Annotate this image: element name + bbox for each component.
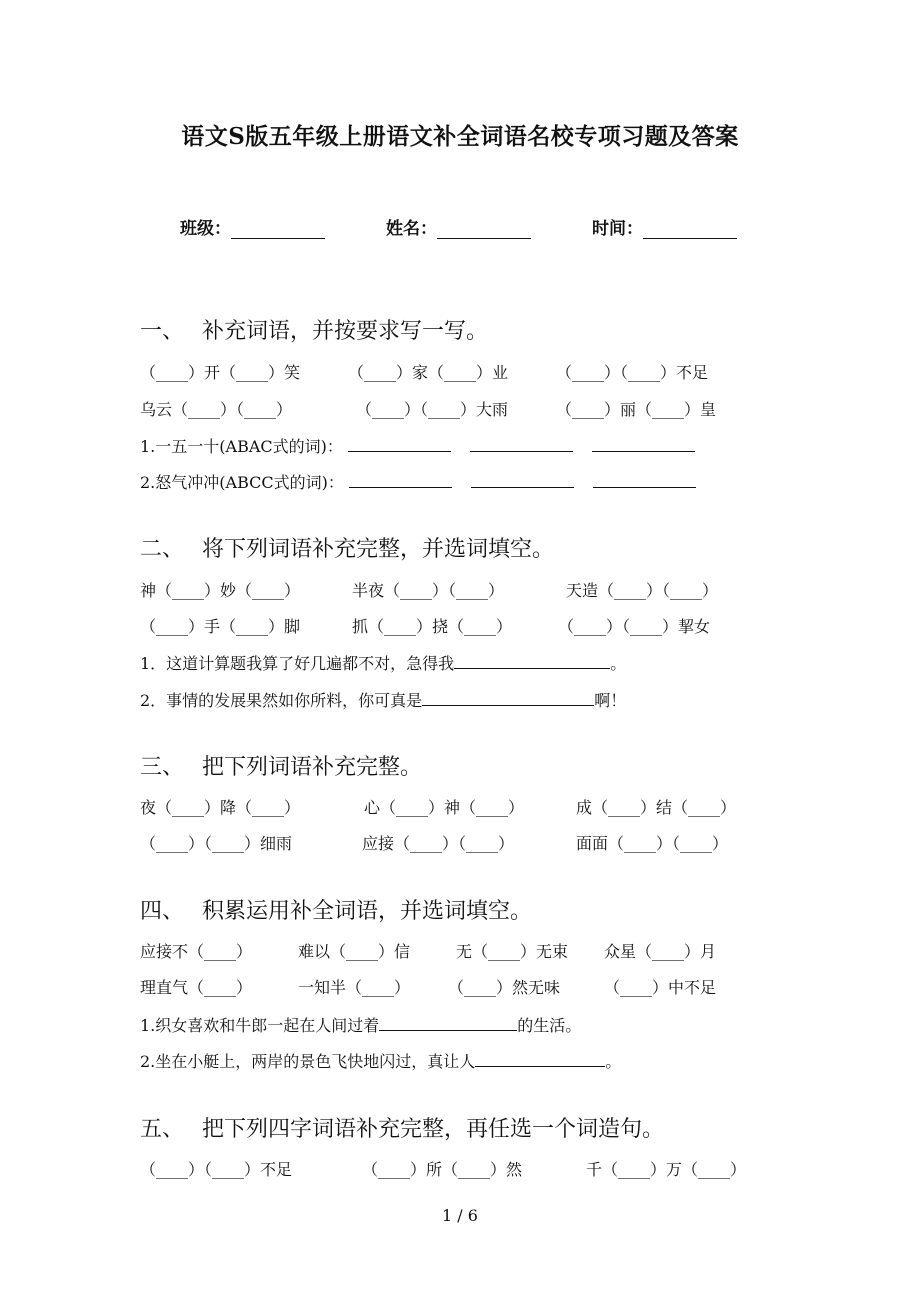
word-group: 乌云（____）（____） (140, 400, 293, 419)
page-number: 1 / 6 (442, 1206, 478, 1225)
word-group: （____）然无味 (448, 978, 561, 997)
word-group: 抓（____）挠（____） (352, 617, 513, 636)
word-group: 神（____）妙（____） (140, 581, 301, 600)
section-number: 五、 (140, 1117, 185, 1142)
word-group: （____）所（____）然 (362, 1160, 523, 1179)
question-1 (140, 1013, 581, 1036)
word-group: 应接（____）（____） (362, 834, 515, 853)
question-end: 啊！ (594, 691, 627, 710)
word-group: （____）中不足 (604, 978, 717, 997)
word-group: 应接不（____） (140, 942, 253, 961)
section-number: 二、 (140, 537, 185, 562)
section-title: 把下列四字词语补充完整，再任选一个词造句。 (202, 1117, 665, 1142)
word-group: 天造（____）（____） (566, 581, 719, 600)
name-field (386, 214, 531, 239)
question-end: 的生活。 (517, 1016, 582, 1035)
section-title: 积累运用补全词语，并选词填空。 (202, 899, 533, 924)
question-1 (140, 651, 626, 674)
word-group: 千（____）万（____） (586, 1160, 747, 1179)
word-group: （____）家（____）业 (348, 363, 509, 382)
word-group: 面面（____）（____） (576, 834, 729, 853)
word-group: 无（____）无束 (456, 942, 569, 961)
question-text: 2.怒气冲冲(ABCC式的词)： (140, 473, 344, 492)
word-group: （____）（____）细雨 (140, 834, 293, 853)
question-text: 1.一五一十(ABAC式的词)： (140, 437, 343, 456)
section-title: 将下列词语补充完整，并选词填空。 (202, 537, 555, 562)
class-blank[interactable] (231, 224, 325, 239)
section-number: 一、 (140, 319, 185, 344)
question-end: 。 (610, 654, 627, 673)
word-group: （____）开（____）笑 (140, 363, 301, 382)
question-text: 2．事情的发展果然如你所料，你可真是 (140, 691, 423, 710)
word-group: （____）（____）挈女 (558, 617, 711, 636)
question-2 (140, 1049, 621, 1072)
section-title: 把下列词语补充完整。 (202, 755, 423, 780)
section-number: 三、 (140, 755, 185, 780)
question-end: 。 (605, 1052, 622, 1071)
word-group: （____）（____）不足 (140, 1160, 293, 1179)
section-1-heading (140, 314, 488, 345)
class-field (180, 214, 325, 239)
question-1 (140, 434, 695, 457)
time-field (592, 214, 737, 239)
answer-blank[interactable] (454, 654, 610, 669)
word-group: （____）（____）大雨 (356, 400, 509, 419)
word-group: 众星（____）月 (604, 942, 717, 961)
section-4-heading (140, 894, 532, 925)
word-group: （____）（____）不足 (556, 363, 709, 382)
word-group: 半夜（____）（____） (352, 581, 505, 600)
answer-blank[interactable] (422, 691, 594, 706)
name-blank[interactable] (437, 224, 531, 239)
page-title: 语文S版五年级上册语文补全词语名校专项习题及答案 (181, 123, 739, 150)
time-blank[interactable] (643, 224, 737, 239)
answer-blank[interactable] (593, 473, 696, 488)
word-group: （____）手（____）脚 (140, 617, 301, 636)
question-text: 2.坐在小艇上，两岸的景色飞快地闪过，真让人 (140, 1052, 476, 1071)
answer-blank[interactable] (379, 1016, 517, 1031)
section-3-heading (140, 750, 422, 781)
answer-blank[interactable] (471, 473, 574, 488)
word-group: 一知半（____） (298, 978, 411, 997)
time-label: 时间： (592, 219, 643, 239)
word-group: 难以（____）信 (298, 942, 411, 961)
section-number: 四、 (140, 899, 185, 924)
name-label: 姓名： (386, 219, 437, 239)
section-title: 补充词语，并按要求写一写。 (202, 319, 489, 344)
answer-blank[interactable] (592, 437, 695, 452)
answer-blank[interactable] (475, 1052, 605, 1067)
question-2 (140, 470, 696, 493)
answer-blank[interactable] (348, 437, 451, 452)
question-2 (140, 688, 626, 711)
word-group: 心（____）神（____） (364, 798, 525, 817)
class-label: 班级： (180, 219, 231, 239)
question-text: 1．这道计算题我算了好几遍都不对，急得我 (140, 654, 455, 673)
word-group: 理直气（____） (140, 978, 253, 997)
answer-blank[interactable] (470, 437, 573, 452)
section-2-heading (140, 532, 554, 563)
word-group: （____）丽（____）皇 (556, 400, 717, 419)
section-5-heading (140, 1112, 664, 1143)
answer-blank[interactable] (349, 473, 452, 488)
question-text: 1.织女喜欢和牛郎一起在人间过着 (140, 1016, 380, 1035)
word-group: 夜（____）降（____） (140, 798, 301, 817)
word-group: 成（____）结（____） (576, 798, 737, 817)
